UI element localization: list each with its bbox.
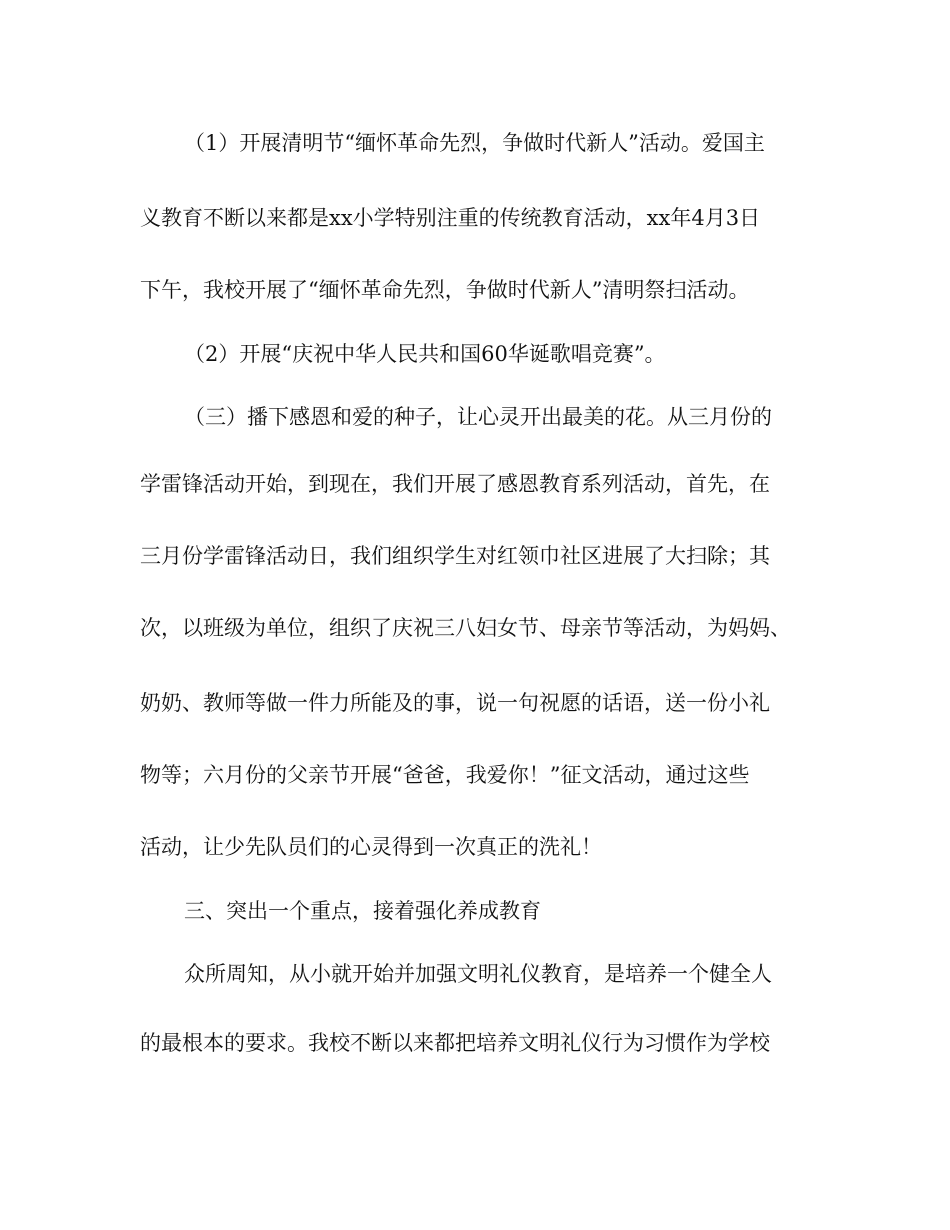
section-heading: 三、突出一个重点，接着强化养成教育 [184, 899, 541, 923]
paragraph-line: 物等；六月份的父亲节开展“爸爸，我爱你！”征文活动，通过这些 [140, 763, 750, 787]
paragraph-line: （三）播下感恩和爱的种子，让心灵开出最美的花。从三月份的 [184, 405, 772, 429]
paragraph-line: （2）开展“庆祝中华人民共和国60华诞歌唱竞赛”。 [184, 342, 666, 366]
paragraph-line: 次，以班级为单位，组织了庆祝三八妇女节、母亲节等活动，为妈妈、 [140, 616, 791, 640]
paragraph-line: 的最根本的要求。我校不断以来都把培养文明礼仪行为习惯作为学校 [140, 1031, 770, 1055]
paragraph-line: 三月份学雷锋活动日，我们组织学生对红领巾社区进展了大扫除；其 [140, 544, 770, 568]
paragraph-line: 活动，让少先队员们的心灵得到一次真正的洗礼！ [140, 835, 602, 859]
paragraph-line: 义教育不断以来都是xx小学特别注重的传统教育活动，xx年4月3日 [140, 206, 761, 230]
paragraph-line: 众所周知，从小就开始并加强文明礼仪教育，是培养一个健全人 [184, 962, 772, 986]
paragraph-line: （1）开展清明节“缅怀革命先烈，争做时代新人”活动。爱国主 [184, 131, 765, 155]
paragraph-line: 学雷锋活动开始，到现在，我们开展了感恩教育系列活动，首先，在 [140, 472, 770, 496]
paragraph-line: 下午，我校开展了“缅怀革命先烈，争做时代新人”清明祭扫活动。 [140, 278, 750, 302]
paragraph-line: 奶奶、教师等做一件力所能及的事，说一句祝愿的话语，送一份小礼 [140, 691, 770, 715]
